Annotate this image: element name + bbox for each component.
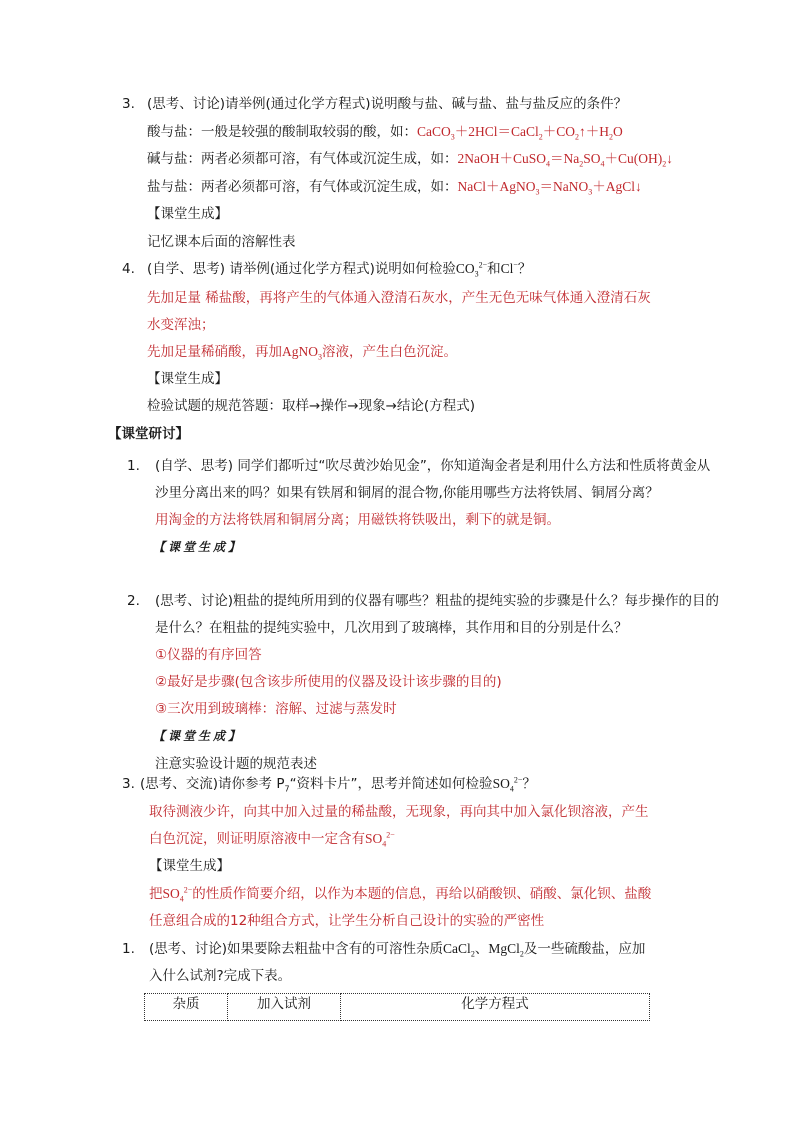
q3-acid-salt-line — [147, 122, 623, 142]
q3-base-salt-equation: $2NaOH+CuSO_4=Na_2SO_4+Cu(OH)_2↓$ — [457, 151, 674, 169]
r1-question-line-2: 沙里分离出来的吗？如果有铁屑和铜屑的混合物,你能用哪些方法将铁屑、铜屑分离？ — [155, 485, 659, 501]
r2-answer-3: ③三次用到玻璃棒：溶解、过滤与蒸发时 — [155, 701, 397, 717]
r2-class-generation-stamp: 【课堂生成】 — [153, 729, 244, 743]
q4-answer-line-2: 水变浑浊； — [147, 317, 215, 333]
q3-question: (思考、讨论)请举例(通过化学方程式)说明酸与盐、碱与盐、盐与盐反应的条件？ — [147, 96, 628, 112]
table-header-equation: 化学方程式 — [341, 994, 650, 1021]
r1-question-line-1: (自学、思考) 同学们都听过“吹尽黄沙始见金”，你知道淘金者是利用什么方法和性质将黄金从 — [155, 458, 711, 474]
r4-number: 1. — [122, 941, 135, 957]
r1-class-generation-stamp: 【课堂生成】 — [153, 540, 244, 554]
q3-salt-salt-equation: NaCl＋AgNO$_3$＝NaNO$_3$＋AgCl↓ — [457, 179, 642, 197]
r1-answer: 用淘金的方法将铁屑和铜屑分离；用磁铁将铁吸出，剩下的就是铜。 — [155, 512, 560, 528]
q3-number: 3. — [122, 96, 135, 112]
r2-question-line-2: 是什么？在粗盐的提纯实验中，几次用到了玻璃棒，其作用和目的分别是什么？ — [155, 620, 628, 636]
r3-answer-line-2: 白色沉淀，则证明原溶液中一定含有$SO_4^{2-}$ — [149, 830, 395, 849]
r3-generation-line-1: 把$SO_4^{2-}$的性质作简要介绍，以作为本题的信息，再给以硝酸钡、硝酸、氯化钡、盐酸 — [149, 885, 652, 904]
r2-note: 注意实验设计题的规范表述 — [155, 756, 317, 772]
r3-number: 3. — [122, 776, 135, 792]
r3-answer-line-1: 取待测液少许，向其中加入过量的稀盐酸，无现象，再向其中加入氯化钡溶液，产生 — [149, 804, 649, 820]
r4-question-line-2: 入什么试剂?完成下表。 — [149, 968, 292, 984]
q3-base-salt-line — [147, 149, 673, 169]
table-header-impurity: 杂质 — [145, 994, 228, 1021]
q4-class-generation-label: 【课堂生成】 — [147, 371, 228, 387]
r2-answer-2: ②最好是步骤(包含该步所使用的仪器及设计该步骤的目的) — [155, 674, 502, 690]
q3-class-generation-text: 记忆课本后面的溶解性表 — [147, 234, 296, 250]
q3-base-salt-label: 碱与盐：两者必须都可溶，有气体或沉淀生成，如： — [147, 151, 458, 167]
r2-number: 2. — [127, 593, 140, 609]
r2-question-line-1: (思考、讨论)粗盐的提纯所用到的仪器有哪些？粗盐的提纯实验的步骤是什么？每步操作的目的 — [155, 593, 720, 609]
r3-generation-line-2: 任意组合成的12种组合方式，让学生分析自己设计的实验的严密性 — [149, 913, 545, 929]
q3-acid-salt-equation: $CaCO_3+2HCl=CaCl_2+CO_2↑+H_2O$ — [417, 124, 623, 142]
r1-number: 1. — [127, 458, 140, 474]
r3-question: (思考、交流)请你参考 $P_7“$资料卡片”，思考并简述如何检验$SO_4^{2-}$？ — [140, 775, 536, 794]
q4-class-generation-text: 检验试题的规范答题：取样→操作→现象→结论(方程式) — [147, 398, 475, 414]
q4-answer-line-3: 先加足量稀硝酸，再加AgNO$_3$溶液，产生白色沉淀。 — [147, 344, 457, 362]
q3-salt-salt-label: 盐与盐：两者必须都可溶，有气体或沉淀生成，如： — [147, 179, 458, 195]
q4-number: 4. — [122, 261, 135, 277]
r4-question-line-1: (思考、讨论)如果要除去粗盐中含有的可溶性杂质CaCl$_2$、MgCl$_2$及一些硫酸盐，应加 — [149, 941, 646, 959]
q4-question: (自学、思考) 请举例(通过化学方程式)说明如何检验$CO_3^{2-}$和Cl−？ — [147, 260, 532, 279]
research-section-header: 【课堂研讨】 — [108, 426, 189, 442]
table-header-reagent: 加入试剂 — [228, 994, 341, 1021]
q4-answer-line-1: 先加足量 稀盐酸，再将产生的气体通入澄清石灰水，产生无色无味气体通入澄清石灰 — [147, 290, 651, 306]
q3-acid-salt-label: 酸与盐：一般是较强的酸制取较弱的酸，如： — [147, 124, 417, 140]
impurity-table — [144, 993, 650, 1021]
r2-answer-1: ①仪器的有序回答 — [155, 647, 262, 663]
r3-class-generation-label: 【课堂生成】 — [149, 858, 230, 874]
table-header-row — [145, 994, 650, 1021]
q3-salt-salt-line — [147, 177, 642, 197]
q3-class-generation-label: 【课堂生成】 — [147, 206, 228, 222]
